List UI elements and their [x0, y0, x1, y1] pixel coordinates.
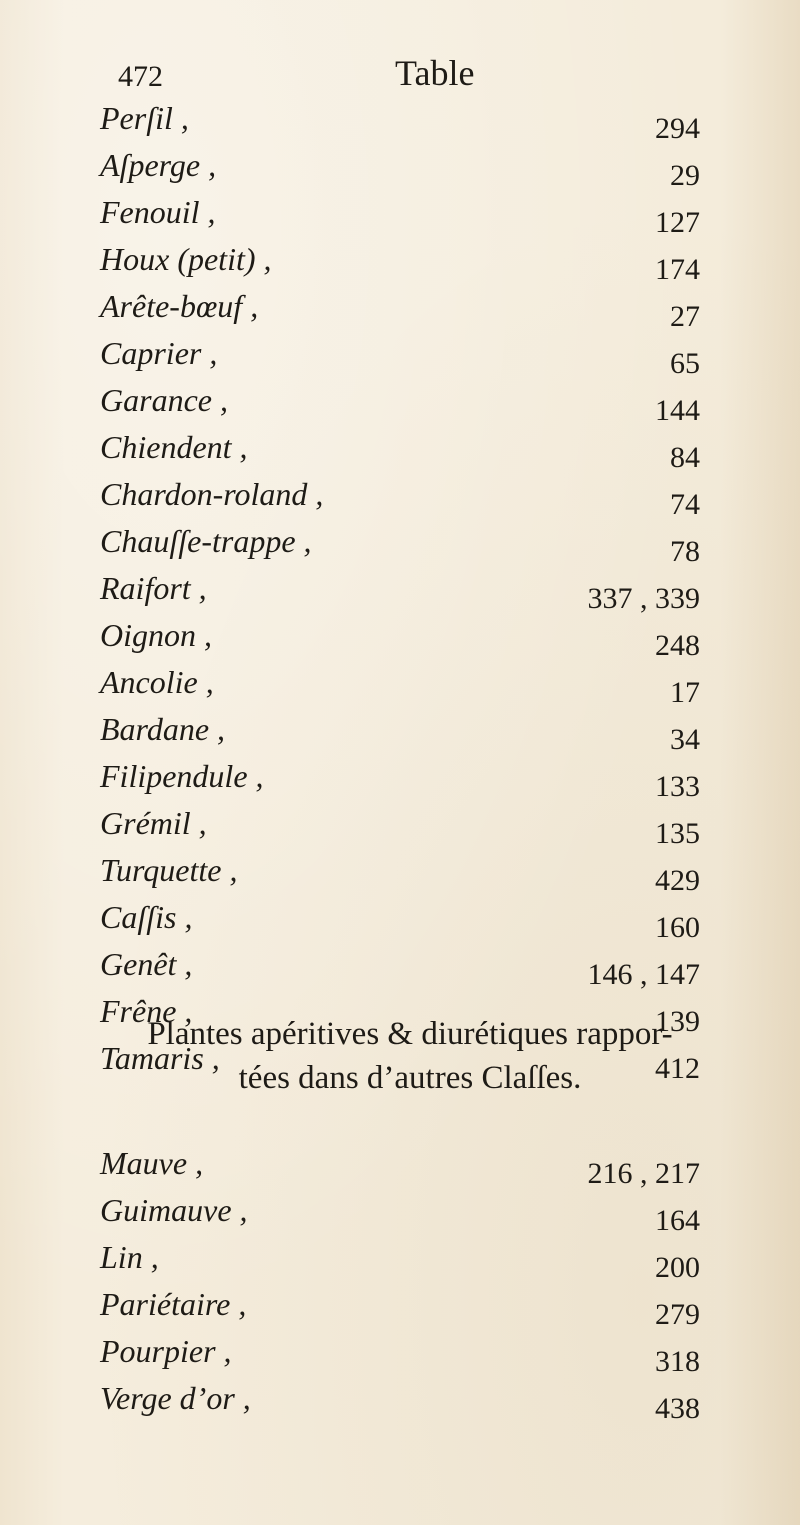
page-header	[110, 52, 690, 102]
index-entry	[100, 711, 700, 758]
entry-name: Chiendent ,	[100, 429, 248, 465]
entry-page-numbers: 279	[655, 1298, 700, 1331]
entry-page-numbers: 84	[670, 441, 700, 474]
section-heading-line-1: Plantes apéritives & diurétiques rappor-	[147, 1016, 673, 1052]
index-entry	[100, 147, 700, 194]
index-entry	[100, 946, 700, 993]
entry-page-numbers: 133	[655, 770, 700, 803]
entry-page-numbers: 318	[655, 1345, 700, 1378]
index-entry	[100, 805, 700, 852]
entry-page-numbers: 29	[670, 159, 700, 192]
index-entry	[100, 899, 700, 946]
entry-page-numbers: 74	[670, 488, 700, 521]
entry-name: Tamaris ,	[100, 1040, 220, 1076]
entry-name: Ancolie ,	[100, 664, 214, 700]
entry-name: Houx (petit) ,	[100, 241, 272, 277]
entry-name: Lin ,	[100, 1239, 159, 1275]
entry-name: Pourpier ,	[100, 1333, 232, 1369]
entry-name: Caprier ,	[100, 335, 218, 371]
entry-name: Caſſis ,	[100, 899, 193, 935]
section-heading	[80, 1012, 740, 1100]
entry-page-numbers: 294	[655, 112, 700, 145]
entry-page-numbers: 27	[670, 300, 700, 333]
entry-page-numbers: 164	[655, 1204, 700, 1237]
index-entry	[100, 288, 700, 335]
index-list-primary	[100, 100, 700, 1087]
entry-name: Verge d’or ,	[100, 1380, 251, 1416]
index-entry	[100, 1192, 700, 1239]
entry-page-numbers: 216 , 217	[587, 1157, 700, 1190]
index-entry	[100, 1380, 700, 1427]
entry-page-numbers: 65	[670, 347, 700, 380]
entry-name: Garance ,	[100, 382, 228, 418]
index-entry	[100, 1239, 700, 1286]
page-number: 472	[118, 60, 163, 93]
entry-name: Perſil ,	[100, 100, 189, 136]
index-entry	[100, 241, 700, 288]
entry-page-numbers: 412	[655, 1052, 700, 1085]
entry-page-numbers: 34	[670, 723, 700, 756]
index-entry	[100, 1145, 700, 1192]
index-entry	[100, 1286, 700, 1333]
index-entry	[100, 570, 700, 617]
entry-name: Chauſſe-trappe ,	[100, 523, 312, 559]
entry-name: Grémil ,	[100, 805, 207, 841]
entry-page-numbers: 78	[670, 535, 700, 568]
entry-name: Pariétaire ,	[100, 1286, 247, 1322]
entry-page-numbers: 160	[655, 911, 700, 944]
entry-page-numbers: 17	[670, 676, 700, 709]
entry-name: Bardane ,	[100, 711, 226, 747]
index-entry	[100, 429, 700, 476]
entry-page-numbers: 200	[655, 1251, 700, 1284]
entry-page-numbers: 248	[655, 629, 700, 662]
entry-name: Guimauve ,	[100, 1192, 248, 1228]
index-list-related	[100, 1145, 700, 1427]
entry-name: Genêt ,	[100, 946, 193, 982]
index-entry	[100, 617, 700, 664]
index-entry	[100, 523, 700, 570]
index-entry	[100, 194, 700, 241]
entry-name: Frêne ,	[100, 993, 193, 1029]
index-entry	[100, 335, 700, 382]
entry-page-numbers: 337 , 339	[587, 582, 700, 615]
entry-name: Filipendule ,	[100, 758, 264, 794]
entry-name: Fenouil ,	[100, 194, 216, 230]
index-entry	[100, 852, 700, 899]
entry-page-numbers: 146 , 147	[587, 958, 700, 991]
entry-name: Aſperge ,	[100, 147, 217, 183]
entry-name: Arête-bœuf ,	[100, 288, 259, 324]
entry-name: Turquette ,	[100, 852, 238, 888]
entry-page-numbers: 144	[655, 394, 700, 427]
index-entry	[100, 758, 700, 805]
entry-name: Chardon-roland ,	[100, 476, 324, 512]
index-entry	[100, 382, 700, 429]
entry-name: Mauve ,	[100, 1145, 204, 1181]
index-entry	[100, 664, 700, 711]
entry-page-numbers: 127	[655, 206, 700, 239]
entry-page-numbers: 438	[655, 1392, 700, 1425]
entry-page-numbers: 429	[655, 864, 700, 897]
entry-name: Raifort ,	[100, 570, 207, 606]
running-title: Table	[395, 53, 475, 93]
index-entry	[100, 476, 700, 523]
entry-page-numbers: 174	[655, 253, 700, 286]
index-entry	[100, 100, 700, 147]
entry-page-numbers: 135	[655, 817, 700, 850]
index-entry	[100, 1333, 700, 1380]
entry-name: Oignon ,	[100, 617, 212, 653]
entry-page-numbers: 139	[655, 1005, 700, 1038]
section-heading-line-2: tées dans d’autres Claſſes.	[238, 1060, 582, 1096]
